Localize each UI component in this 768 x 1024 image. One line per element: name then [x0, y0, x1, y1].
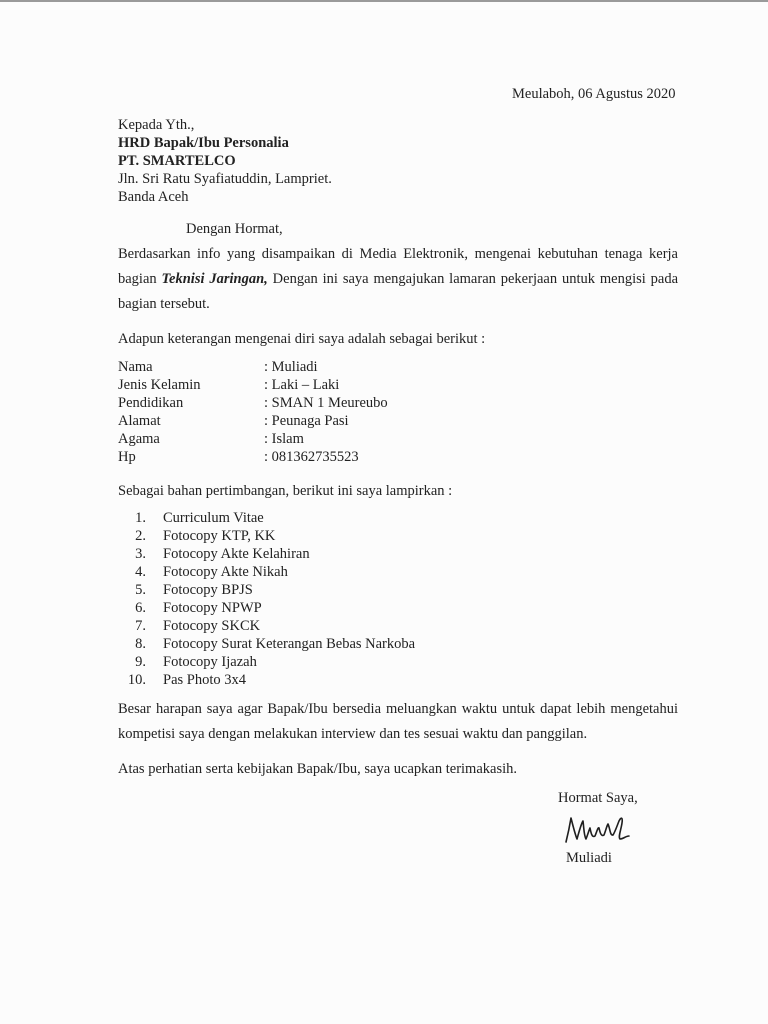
detail-label: Agama — [118, 431, 160, 447]
detail-label: Nama — [118, 359, 153, 375]
hope-paragraph — [118, 697, 678, 747]
detail-value: : Laki – Laki — [264, 377, 340, 393]
list-item-text: Fotocopy Ijazah — [163, 654, 257, 670]
detail-value: : Islam — [264, 431, 304, 447]
list-item-number: 4. — [135, 564, 146, 580]
list-item-text: Fotocopy NPWP — [163, 600, 262, 616]
recipient-street: Jln. Sri Ratu Syafiatuddin, Lampriet. — [118, 171, 332, 187]
list-item — [118, 671, 415, 689]
signer-name: Muliadi — [566, 850, 612, 866]
detail-row — [118, 448, 388, 466]
list-item-text: Fotocopy Surat Keterangan Bebas Narkoba — [163, 636, 416, 652]
details-intro: Adapun keterangan mengenai diri saya adalah sebagai berikut : — [118, 331, 486, 347]
scan-edge-line — [0, 0, 768, 2]
list-item-number: 7. — [135, 618, 146, 634]
detail-row — [118, 358, 388, 376]
list-item-number: 8. — [135, 636, 146, 652]
list-item-number: 6. — [135, 600, 146, 616]
recipient-salutation: Kepada Yth., — [118, 117, 195, 133]
detail-label: Hp — [118, 449, 136, 465]
list-item-text: Curriculum Vitae — [163, 510, 264, 526]
list-item-text: Fotocopy BPJS — [163, 582, 253, 598]
opening-line-2-end: Dengan ini saya mengajukan lamaran pekerjaan untuk mengisi pada — [267, 271, 679, 287]
list-item — [118, 527, 415, 545]
hope-line-1: Besar harapan saya agar Bapak/Ibu bersedia meluangkan waktu untuk dapat lebih mengetahui — [118, 701, 678, 717]
list-item — [118, 545, 415, 563]
personal-details-table — [118, 358, 388, 466]
detail-row — [118, 376, 388, 394]
handwritten-signature — [562, 812, 642, 852]
recipient-city: Banda Aceh — [118, 189, 189, 205]
detail-label: Jenis Kelamin — [118, 377, 201, 393]
list-item — [118, 509, 415, 527]
list-item-text: Fotocopy Akte Kelahiran — [163, 546, 310, 562]
list-item-number: 2. — [135, 528, 146, 544]
greeting: Dengan Hormat, — [186, 221, 283, 237]
list-item-text: Fotocopy SKCK — [163, 618, 261, 634]
recipient-name: HRD Bapak/Ibu Personalia — [118, 135, 289, 151]
detail-label: Pendidikan — [118, 395, 184, 411]
opening-line-1: Berdasarkan info yang disampaikan di Media Elektronik, mengenai kebutuhan tenaga kerja — [118, 246, 678, 262]
list-item-text: Pas Photo 3x4 — [163, 672, 246, 688]
attachments-intro: Sebagai bahan pertimbangan, berikut ini saya lampirkan : — [118, 483, 453, 499]
detail-row — [118, 412, 388, 430]
detail-label: Alamat — [118, 413, 161, 429]
list-item-number: 9. — [135, 654, 146, 670]
list-item — [118, 581, 415, 599]
detail-row — [118, 430, 388, 448]
list-item-text: Fotocopy KTP, KK — [163, 528, 276, 544]
list-item-number: 1. — [135, 510, 146, 526]
list-item-text: Fotocopy Akte Nikah — [163, 564, 288, 580]
opening-line-2-start: bagian — [118, 271, 162, 287]
list-item — [118, 635, 415, 653]
attachments-list — [118, 509, 415, 689]
opening-line-3: bagian tersebut. — [118, 296, 210, 312]
detail-value: : Peunaga Pasi — [264, 413, 349, 429]
list-item — [118, 599, 415, 617]
list-item — [118, 617, 415, 635]
recipient-company: PT. SMARTELCO — [118, 153, 236, 169]
detail-row — [118, 394, 388, 412]
detail-value: : 081362735523 — [264, 449, 359, 465]
detail-value: : SMAN 1 Meureubo — [264, 395, 388, 411]
hope-line-2: kompetisi saya dengan melakukan interview dan tes sesuai waktu dan panggilan. — [118, 726, 588, 742]
opening-line-2 — [118, 267, 678, 292]
list-item-number: 10. — [127, 672, 146, 688]
closing-paragraph: Atas perhatian serta kebijakan Bapak/Ibu, saya ucapkan terimakasih. — [118, 761, 517, 777]
list-item — [118, 563, 415, 581]
detail-value: : Muliadi — [264, 359, 318, 375]
place-date: Meulaboh, 06 Agustus 2020 — [512, 86, 676, 102]
position-name: Teknisi Jaringan, — [161, 271, 268, 287]
list-item — [118, 653, 415, 671]
closing-salutation: Hormat Saya, — [558, 790, 638, 806]
list-item-number: 5. — [135, 582, 146, 598]
list-item-number: 3. — [135, 546, 146, 562]
opening-paragraph — [118, 242, 678, 317]
